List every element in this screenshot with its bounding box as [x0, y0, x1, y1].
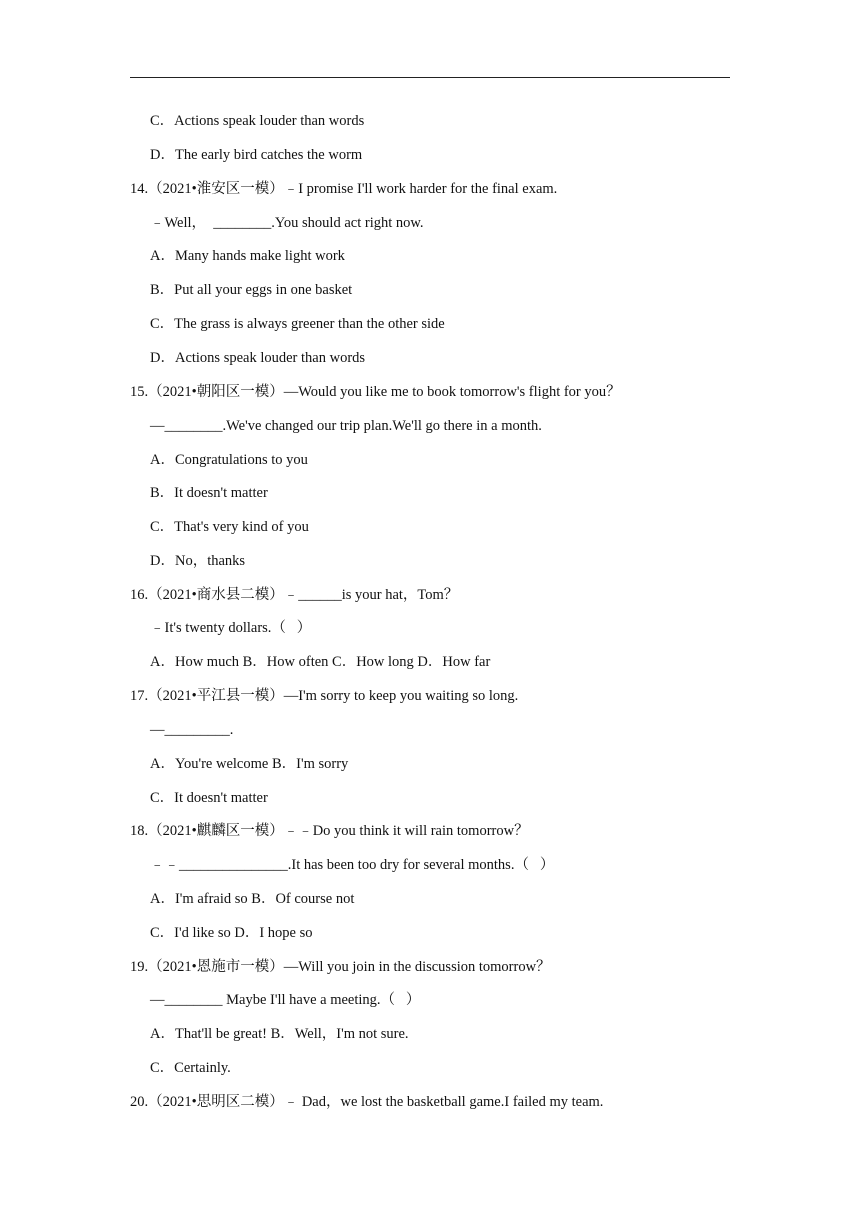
option-line: A．I'm afraid so B．Of course not [150, 891, 355, 907]
question-line: 17.（2021•平江县一模）—I'm sorry to keep you waiting so long. [130, 688, 519, 704]
option-line: C．It doesn't matter [150, 790, 268, 806]
option-line: C．I'd like so D．I hope so [150, 925, 313, 941]
dialogue-line: ﹣﹣_______________.It has been too dry for several months.（ ） [150, 857, 555, 873]
option-line: C．Certainly. [150, 1060, 231, 1076]
dialogue-line: —_________. [150, 722, 234, 738]
option-line: D．Actions speak louder than words [150, 350, 366, 366]
option-line: A．Many hands make light work [150, 248, 345, 264]
option-line: A．How much B．How often C．How long D．How far [150, 654, 491, 670]
option-line: B．It doesn't matter [150, 485, 268, 501]
question-line: 19.（2021•恩施市一模）—Will you join in the discussion tomorrow？ [130, 959, 551, 975]
dialogue-line: —________.We've changed our trip plan.We'll go there in a month. [150, 418, 542, 434]
option-line: A．Congratulations to you [150, 452, 308, 468]
question-line: 16.（2021•商水县二模）﹣______is your hat，Tom？ [130, 587, 459, 603]
header-rule [130, 77, 730, 78]
option-line: A．You're welcome B．I'm sorry [150, 756, 349, 772]
option-line: D．The early bird catches the worm [150, 147, 363, 163]
dialogue-line: ﹣It's twenty dollars.（ ） [150, 620, 312, 636]
option-line: C．That's very kind of you [150, 519, 309, 535]
option-line: B．Put all your eggs in one basket [150, 282, 353, 298]
question-line: 18.（2021•麒麟区一模）﹣﹣Do you think it will rain tomorrow？ [130, 823, 529, 839]
option-line: C．The grass is always greener than the other side [150, 316, 445, 332]
option-line: D．No，thanks [150, 553, 246, 569]
option-line: A．That'll be great! B．Well，I'm not sure. [150, 1026, 409, 1042]
option-line: C．Actions speak louder than words [150, 113, 365, 129]
question-line: 14.（2021•淮安区一模）﹣I promise I'll work harder for the final exam. [130, 181, 558, 197]
dialogue-line: —________ Maybe I'll have a meeting.（ ） [150, 992, 421, 1008]
dialogue-line: ﹣Well， ________.You should act right now. [150, 215, 424, 231]
question-line: 15.（2021•朝阳区一模）—Would you like me to book tomorrow's flight for you？ [130, 384, 621, 400]
question-line: 20.（2021•思明区二模）﹣ Dad，we lost the basketball game.I failed my team. [130, 1094, 604, 1110]
